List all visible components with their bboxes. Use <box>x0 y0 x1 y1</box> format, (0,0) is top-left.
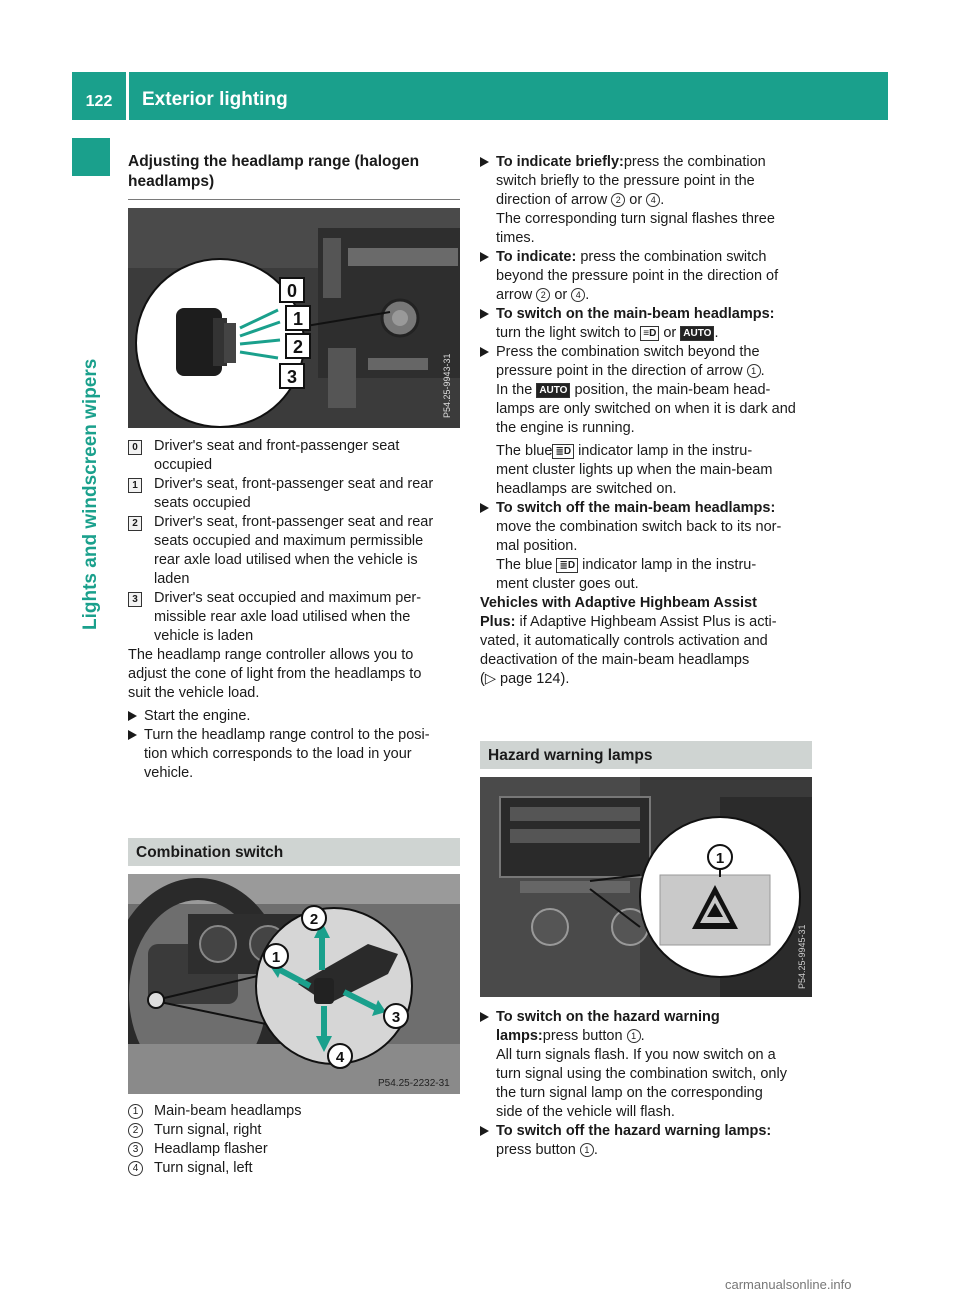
hazard-steps <box>480 1008 812 1160</box>
hazard-warning-illustration <box>480 777 812 997</box>
arrow-4-marker: 4 <box>571 288 585 302</box>
headlamp-range-list <box>128 437 460 783</box>
legend-item: 4 Turn signal, left <box>128 1159 460 1178</box>
step: Turn the headlamp range control to the posi- tion which corresponds to the load in your vehicle. <box>128 726 460 783</box>
list-item: 0 Driver's seat and front-passenger seat occupied <box>128 437 460 475</box>
legend-item: 3 Headlamp flasher <box>128 1140 460 1159</box>
legend-marker: 2 <box>128 1123 143 1138</box>
step-hazard-on: To switch on the hazard warning lamps:press button 1 . All turn signals flash. If you now switch on a turn signal using the combination switch, only the turn signal lamp on the corresponding side of the vehicle will flash. <box>480 1008 812 1122</box>
side-tab <box>72 190 110 630</box>
button-1-marker: 1 <box>580 1143 594 1157</box>
adaptive-highbeam-paragraph: Vehicles with Adaptive Highbeam Assist Plus: if Adaptive Highbeam Assist Plus is acti- vated, it automatically controls activation and deactivation of the main-beam headlamps (▷ page 124). <box>480 595 777 687</box>
combination-switch-illustration <box>128 874 460 1094</box>
step-main-beam-off: To switch off the main-beam headlamps: move the combination switch back to its nor- mal position. The blue ≣D indicator lamp in the instru- ment cluster goes out. <box>480 499 812 594</box>
page-number: 122 <box>85 93 113 110</box>
list-item: 3 Driver's seat occupied and maximum per- missible rear axle load utilised when the vehicle is laden <box>128 589 460 646</box>
combination-label-4: 4 <box>335 1049 345 1066</box>
page-reference-link[interactable]: (▷ page 124). <box>480 671 570 687</box>
watermark: carmanualsonline.info <box>725 1277 852 1292</box>
marker-0: 0 <box>128 440 142 455</box>
step-arrow-icon <box>480 347 489 357</box>
list-item: 2 Driver's seat, front-passenger seat and rear seats occupied and maximum permissible rear axle load utilised when the vehicle is laden <box>128 513 460 589</box>
combination-switch-figure <box>128 874 460 1094</box>
arrow-2-marker: 2 <box>611 193 625 207</box>
marker-1: 1 <box>128 478 142 493</box>
headlamp-intro: The headlamp range controller allows you to adjust the cone of light from the headlamps to suit the vehicle load. <box>128 647 422 701</box>
step-arrow-icon <box>480 1012 489 1022</box>
figure-label-0: 0 <box>286 281 298 301</box>
step-hazard-off: To switch off the hazard warning lamps: press button 1 . <box>480 1122 812 1160</box>
hazard-warning-band <box>480 741 812 769</box>
side-tab-label: Lights and windscreen wipers <box>80 358 101 630</box>
step: Start the engine. <box>128 707 460 726</box>
combination-switch-legend <box>128 1102 460 1178</box>
step-indicate: To indicate: press the combination switch beyond the pressure point in the direction of arrow 2 or 4 . <box>480 248 812 305</box>
step-arrow-icon <box>480 252 489 262</box>
main-beam-indicator-icon: ≣D <box>552 444 574 459</box>
main-beam-icon: ≡D <box>640 326 659 341</box>
combination-switch-band <box>128 838 460 866</box>
side-block <box>72 138 110 176</box>
arrow-1-marker: 1 <box>747 364 761 378</box>
step-arrow-icon <box>480 1126 489 1136</box>
main-beam-indicator-icon: ≣D <box>556 558 578 573</box>
hazard-label-1: 1 <box>715 850 725 867</box>
step-press-switch: Press the combination switch beyond the pressure point in the direction of arrow 1 . In the AUTO position, the main-beam head- lamps are only switched on when it is dark and the engine is running. The blue≣D indicator lamp in the instru- ment cluster lights up when the main-beam headlamps are switched on. <box>480 343 812 499</box>
combination-figure-code: P54.25-2232-31 <box>378 1078 450 1089</box>
marker-2: 2 <box>128 516 142 531</box>
headlamp-range-figure <box>128 208 460 428</box>
step-arrow-icon <box>128 730 137 740</box>
indicator-steps <box>480 153 812 689</box>
combination-label-3: 3 <box>391 1009 401 1026</box>
header-divider <box>126 72 129 120</box>
hazard-warning-figure <box>480 777 812 997</box>
legend-marker: 4 <box>128 1161 143 1176</box>
combination-label-2: 2 <box>309 911 319 928</box>
figure-label-1: 1 <box>292 309 304 329</box>
figure-label-2: 2 <box>292 337 304 357</box>
arrow-2-marker: 2 <box>536 288 550 302</box>
headlamp-range-illustration <box>128 208 460 428</box>
step-arrow-icon <box>480 157 489 167</box>
step-main-beam-on: To switch on the main-beam headlamps: turn the light switch to ≡D or AUTO . <box>480 305 812 343</box>
step-arrow-icon <box>128 711 137 721</box>
hazard-figure-code: P54.25-9945-31 <box>797 924 807 989</box>
hazard-warning-title: Hazard warning lamps <box>488 747 653 764</box>
button-1-marker: 1 <box>627 1029 641 1043</box>
combination-label-1: 1 <box>271 949 281 966</box>
combination-switch-title: Combination switch <box>136 844 284 861</box>
page-title: Exterior lighting <box>142 89 288 110</box>
step-indicate-briefly: To indicate briefly:press the combination switch briefly to the pressure point in the direction of arrow 2 or 4 . The corresponding turn signal flashes three times. <box>480 153 812 248</box>
headlamp-range-title: Adjusting the headlamp range (halogen headlamps) <box>128 153 420 190</box>
list-item: 1 Driver's seat, front-passenger seat and rear seats occupied <box>128 475 460 513</box>
arrow-4-marker: 4 <box>646 193 660 207</box>
legend-item: 1 Main-beam headlamps <box>128 1102 460 1121</box>
legend-marker: 3 <box>128 1142 143 1157</box>
auto-icon: AUTO <box>680 326 714 341</box>
step-arrow-icon <box>480 309 489 319</box>
figure-label-3: 3 <box>286 367 298 387</box>
step-arrow-icon <box>480 503 489 513</box>
legend-marker: 1 <box>128 1104 143 1119</box>
section-rule <box>128 199 460 200</box>
auto-icon: AUTO <box>536 383 570 398</box>
figure-code: P54.25-9943-31 <box>442 353 452 418</box>
legend-item: 2 Turn signal, right <box>128 1121 460 1140</box>
marker-3: 3 <box>128 592 142 607</box>
